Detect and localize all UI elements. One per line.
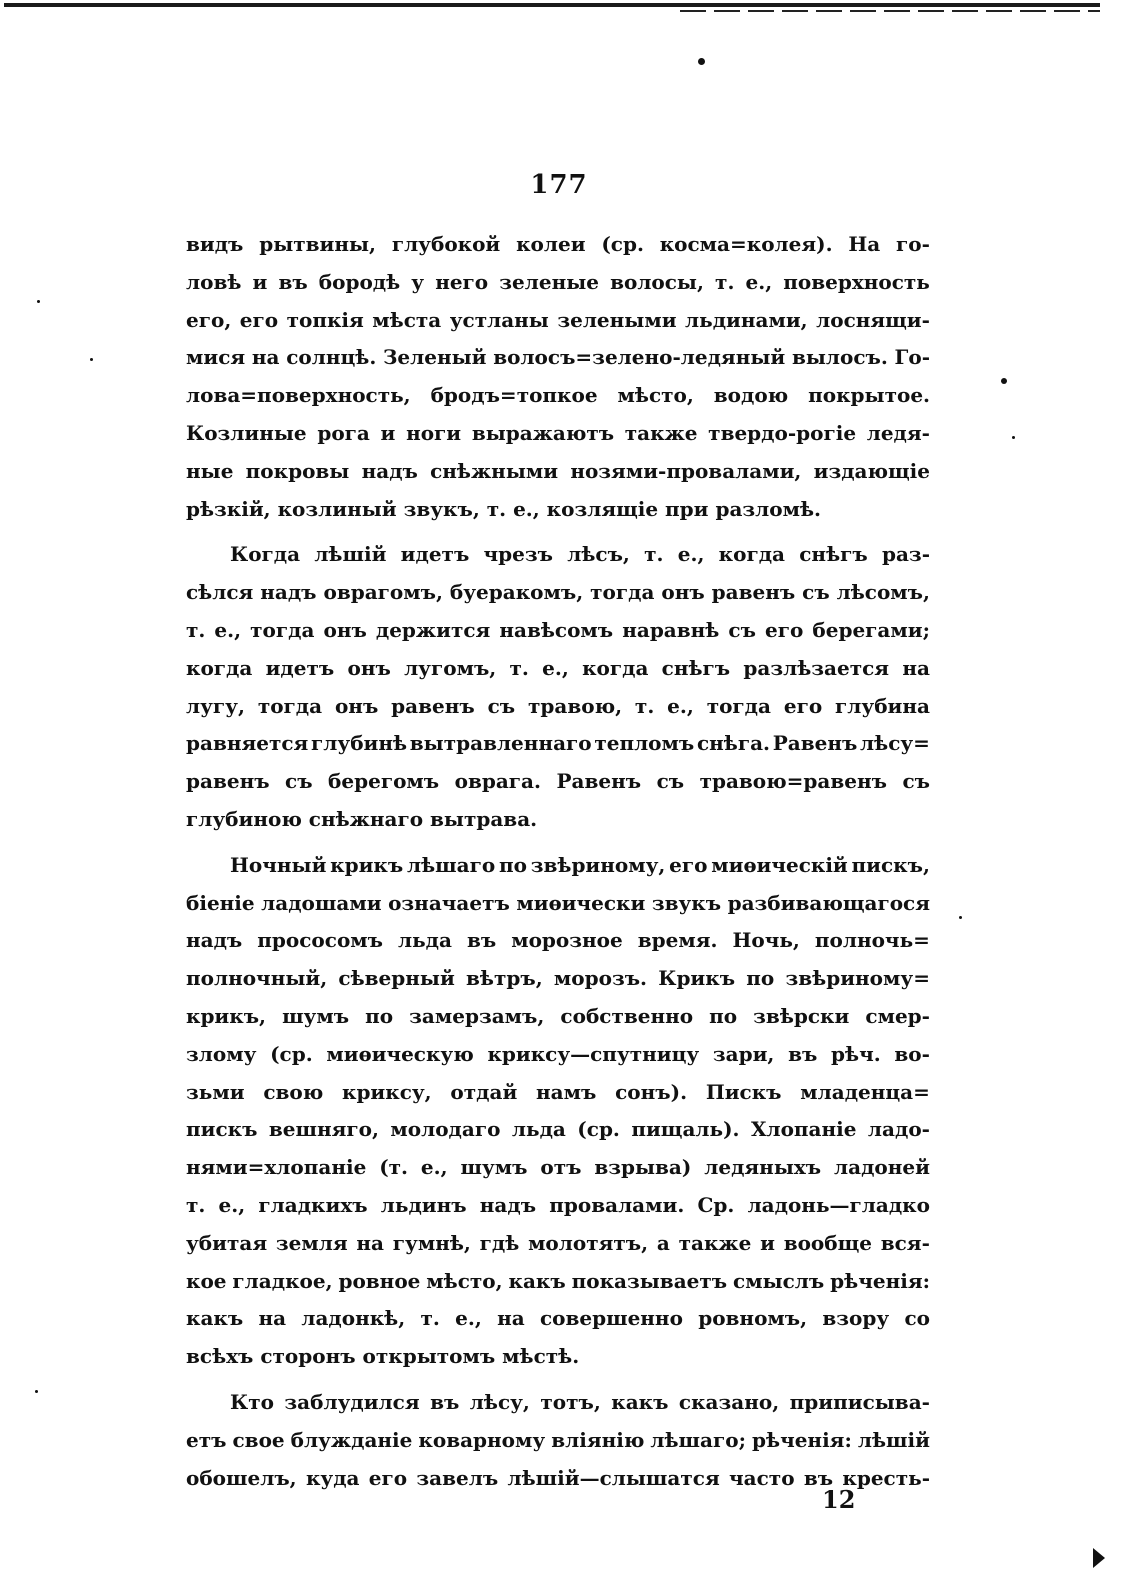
text-line: глубиною снѣжнаго вытрава. xyxy=(186,806,538,831)
text-line: лова=поверхность, бродъ=топкое мѣсто, водою покрытое. xyxy=(186,383,930,408)
text-line: т. е., гладкихъ льдинъ надъ провалами. Ср. ладонь—гладко xyxy=(186,1192,930,1217)
paragraph-2 xyxy=(186,536,930,838)
ink-speck xyxy=(959,916,962,919)
text-line: видъ рытвины, глубокой колеи (ср. косма=колея). На го- xyxy=(186,232,930,256)
text-line: полночный, сѣверный вѣтръ, морозъ. Крикъ по звѣриному= xyxy=(186,966,930,991)
page-number: 177 xyxy=(530,170,588,200)
text-line: равенъ съ берегомъ оврага. Равенъ съ травою=равенъ съ xyxy=(186,769,930,794)
text-line: Козлиные рога и ноги выражаютъ также твердо-рогіе ледя- xyxy=(186,420,930,445)
text-line: его, его топкія мѣста устланы зелеными льдинами, лоснящи- xyxy=(186,307,930,332)
body-text xyxy=(186,226,930,1497)
text-line: убитая земля на гумнѣ, гдѣ молотятъ, а также и вообще вся- xyxy=(186,1230,930,1255)
text-line: крикъ, шумъ по замерзамъ, собственно по звѣрски смер- xyxy=(186,1003,930,1028)
text-line: надъ прососомъ льда въ морозное время. Ночь, полночь= xyxy=(186,928,930,953)
text-line: Когда лѣшій идетъ чрезъ лѣсъ, т. е., когда снѣгъ раз- xyxy=(230,542,930,567)
text-line: всѣхъ сторонъ открытомъ мѣстѣ. xyxy=(186,1344,580,1369)
text-line: равняется глубинѣ вытравленнаго тепломъ снѣга. Равенъ лѣсу= xyxy=(186,731,930,756)
text-line: кое гладкое, ровное мѣсто, какъ показываетъ смыслъ рѣченія: xyxy=(186,1268,930,1293)
top-border-rule xyxy=(4,3,1100,7)
text-line: пискъ вешняго, молодаго льда (ср. пищаль). Хлопаніе ладо- xyxy=(186,1117,930,1142)
text-line: когда идетъ онъ лугомъ, т. е., когда снѣгъ разлѣзается на xyxy=(186,655,930,680)
text-line: рѣзкій, козлиный звукъ, т. е., козлящіе при разломѣ. xyxy=(186,496,821,521)
text-line: нями=хлопаніе (т. е., шумъ отъ взрыва) ледяныхъ ладоней xyxy=(186,1155,930,1180)
text-line: етъ свое блужданіе коварному вліянію лѣшаго; рѣченія: лѣшій xyxy=(186,1427,930,1452)
text-line: ные покровы надъ снѣжными нозями-провалами, издающіе xyxy=(186,458,930,483)
text-line: ловѣ и въ бородѣ у него зеленые волосы, т. е., поверхность xyxy=(186,269,930,294)
ink-speck xyxy=(37,300,40,303)
text-line: мися на солнцѣ. Зеленый волосъ=зелено-ледяный вылосъ. Го- xyxy=(186,345,930,370)
corner-arrow-mark xyxy=(1093,1548,1105,1568)
top-border-rule-secondary xyxy=(680,10,1100,12)
ink-speck xyxy=(90,358,93,361)
text-line: лугу, тогда онъ равенъ съ травою, т. е., тогда его глубина xyxy=(186,693,930,718)
printer-signature-mark: 12 xyxy=(822,1485,856,1514)
text-line: зьми свою криксу, отдай намъ сонъ). Пискъ младенца= xyxy=(186,1079,930,1104)
ink-speck xyxy=(1012,436,1015,439)
paragraph-3 xyxy=(186,847,930,1376)
ink-speck xyxy=(35,1390,38,1393)
text-line: Кто заблудился въ лѣсу, тотъ, какъ сказано, приписыва- xyxy=(230,1389,930,1414)
paragraph-4 xyxy=(186,1384,930,1497)
text-line: какъ на ладонкѣ, т. е., на совершенно ровномъ, взору со xyxy=(186,1306,930,1331)
ink-speck xyxy=(698,58,705,65)
ink-speck xyxy=(1001,378,1007,384)
paragraph-1 xyxy=(186,226,930,528)
text-line: обошелъ, куда его завелъ лѣшій—слышатся часто въ кресть- xyxy=(186,1465,930,1490)
text-line: злому (ср. миѳическую криксу—спутницу зари, въ рѣч. во- xyxy=(186,1041,930,1066)
text-line: Ночный крикъ лѣшаго по звѣриному, его миѳическій пискъ, xyxy=(230,852,930,877)
text-line: біеніе ладошами означаетъ миѳически звукъ разбивающагося xyxy=(186,890,930,915)
text-line: сѣлся надъ оврагомъ, буеракомъ, тогда онъ равенъ съ лѣсомъ, xyxy=(186,580,930,605)
text-line: т. е., тогда онъ держится навѣсомъ наравнѣ съ его берегами; xyxy=(186,617,930,642)
